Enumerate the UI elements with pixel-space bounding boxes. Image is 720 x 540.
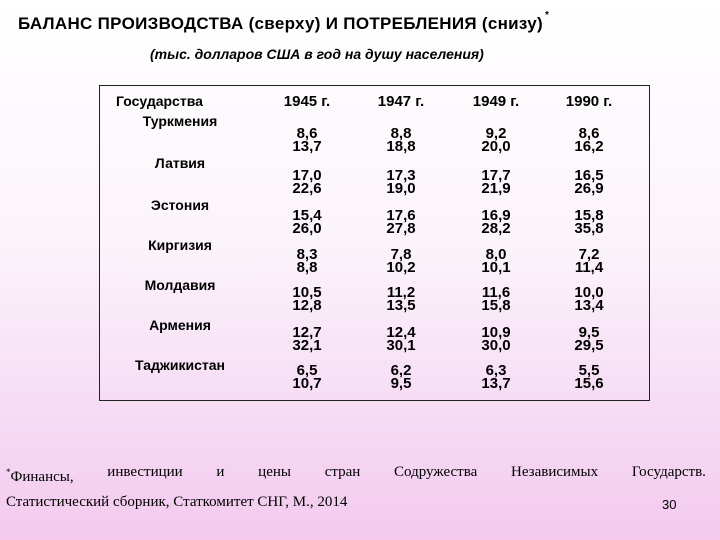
footnote-mark: * xyxy=(6,467,11,477)
state-name: Таджикистан xyxy=(135,357,225,373)
table-cell xyxy=(267,248,347,274)
data-table xyxy=(99,85,650,401)
production-value: 17,7 xyxy=(481,167,511,184)
production-value: 7,2 xyxy=(578,246,600,263)
table-cell xyxy=(267,326,347,352)
consumption-value: 19,0 xyxy=(386,180,416,197)
table-cell xyxy=(361,286,441,312)
consumption-value: 26,9 xyxy=(574,180,604,197)
consumption-value: 21,9 xyxy=(481,180,511,197)
state-name: Латвия xyxy=(154,155,206,171)
state-name: Киргизия xyxy=(148,237,212,253)
production-value: 6,5 xyxy=(296,362,318,379)
consumption-value: 28,2 xyxy=(481,220,511,237)
page-number: 30 xyxy=(662,497,677,512)
table-cell xyxy=(456,127,536,153)
production-value: 8,6 xyxy=(296,125,318,142)
production-value: 17,3 xyxy=(386,167,416,184)
consumption-value: 13,7 xyxy=(292,138,322,155)
table-cell xyxy=(456,364,536,390)
table-cell xyxy=(549,127,629,153)
production-value: 10,5 xyxy=(292,284,322,301)
consumption-value: 18,8 xyxy=(386,138,416,155)
consumption-value: 10,2 xyxy=(386,259,416,276)
production-value: 11,2 xyxy=(386,284,416,301)
table-cell xyxy=(361,209,441,235)
production-value: 5,5 xyxy=(578,362,600,379)
production-value: 8,6 xyxy=(578,125,600,142)
production-value: 17,6 xyxy=(386,207,416,224)
production-value: 8,3 xyxy=(296,246,318,263)
year-column-header: 1947 г. xyxy=(377,93,425,110)
production-value: 15,8 xyxy=(574,207,604,224)
footnote-word-text: цены xyxy=(258,464,291,480)
footnote-word xyxy=(511,460,598,490)
consumption-value: 22,6 xyxy=(292,180,322,197)
production-value: 8,0 xyxy=(485,246,507,263)
table-cell xyxy=(456,209,536,235)
footnote-word-text: и xyxy=(216,464,225,480)
footnote-word xyxy=(216,460,224,490)
production-value: 16,9 xyxy=(481,207,511,224)
consumption-value: 27,8 xyxy=(386,220,416,237)
production-value: 15,4 xyxy=(292,207,322,224)
table-cell xyxy=(456,286,536,312)
production-value: 10,9 xyxy=(481,324,511,341)
production-value: 16,5 xyxy=(574,167,604,184)
table-cell xyxy=(267,364,347,390)
consumption-value: 13,7 xyxy=(481,375,511,392)
consumption-value: 30,0 xyxy=(481,337,511,354)
slide-title-text: БАЛАНС ПРОИЗВОДСТВА (сверху) И ПОТРЕБЛЕНИЯ (снизу) xyxy=(18,14,543,33)
footnote-word-text: Государств. xyxy=(631,464,706,480)
table-cell xyxy=(267,127,347,153)
year-column-header: 1945 г. xyxy=(283,93,331,110)
slide-subtitle: (тыс. долларов США в год на душу населения) xyxy=(150,46,484,62)
consumption-value: 15,6 xyxy=(574,375,604,392)
production-value: 7,8 xyxy=(390,246,412,263)
table-cell xyxy=(549,364,629,390)
consumption-value: 26,0 xyxy=(292,220,322,237)
footnote-word-text: стран xyxy=(324,464,361,480)
consumption-value: 8,8 xyxy=(296,259,318,276)
consumption-value: 12,8 xyxy=(292,297,322,314)
slide-title xyxy=(18,10,550,34)
consumption-value: 13,4 xyxy=(574,297,604,314)
footnote-word xyxy=(6,460,74,490)
consumption-value: 10,1 xyxy=(481,259,511,276)
table-cell xyxy=(361,127,441,153)
table-cell xyxy=(549,248,629,274)
table-cell xyxy=(456,326,536,352)
table-cell xyxy=(456,248,536,274)
footnote-word xyxy=(325,460,361,490)
state-name: Эстония xyxy=(150,197,210,213)
footnote-word-text: Независимых xyxy=(510,464,599,480)
table-cell xyxy=(361,169,441,195)
consumption-value: 13,5 xyxy=(386,297,416,314)
state-name: Туркмения xyxy=(142,113,218,129)
consumption-value: 29,5 xyxy=(574,337,604,354)
production-value: 6,2 xyxy=(390,362,412,379)
table-cell xyxy=(456,169,536,195)
footnote-word xyxy=(632,460,706,490)
consumption-value: 11,4 xyxy=(574,259,604,276)
table-cell xyxy=(549,326,629,352)
table-top-border xyxy=(100,85,649,86)
footnote-word-text: инвестиции xyxy=(107,464,183,480)
footnote-word xyxy=(258,460,291,490)
production-value: 8,8 xyxy=(390,125,412,142)
footnote-word xyxy=(394,460,477,490)
footnote-word xyxy=(107,460,182,490)
table-cell xyxy=(267,209,347,235)
consumption-value: 9,5 xyxy=(390,375,412,392)
title-footnote-mark: * xyxy=(544,10,550,22)
year-column-header: 1990 г. xyxy=(565,93,613,110)
production-value: 12,7 xyxy=(292,324,322,341)
footnote xyxy=(6,460,706,515)
table-cell xyxy=(361,364,441,390)
production-value: 9,2 xyxy=(485,125,507,142)
consumption-value: 15,8 xyxy=(481,297,511,314)
consumption-value: 10,7 xyxy=(292,375,322,392)
consumption-value: 20,0 xyxy=(481,138,511,155)
production-value: 11,6 xyxy=(481,284,511,301)
footnote-word-text: Финансы, xyxy=(10,469,74,485)
footnote-word-text: Содружества xyxy=(394,464,478,480)
table-cell xyxy=(361,326,441,352)
table-cell xyxy=(549,169,629,195)
table-cell xyxy=(549,286,629,312)
production-value: 17,0 xyxy=(292,167,322,184)
table-cell xyxy=(549,209,629,235)
consumption-value: 30,1 xyxy=(386,337,416,354)
table-cell xyxy=(361,248,441,274)
footnote-line-1 xyxy=(6,460,706,490)
table-cell xyxy=(267,286,347,312)
consumption-value: 32,1 xyxy=(292,337,322,354)
footnote-line-2: Статистический сборник, Статкомитет СНГ, М., 2014 xyxy=(6,494,348,510)
state-name: Молдавия xyxy=(144,277,216,293)
production-value: 6,3 xyxy=(485,362,507,379)
production-value: 10,0 xyxy=(574,284,604,301)
year-column-header: 1949 г. xyxy=(472,93,520,110)
state-name: Армения xyxy=(149,317,211,333)
state-column-header: Государства xyxy=(116,93,203,109)
consumption-value: 16,2 xyxy=(574,138,604,155)
production-value: 12,4 xyxy=(386,324,416,341)
table-cell xyxy=(267,169,347,195)
production-value: 9,5 xyxy=(578,324,600,341)
consumption-value: 35,8 xyxy=(574,220,604,237)
